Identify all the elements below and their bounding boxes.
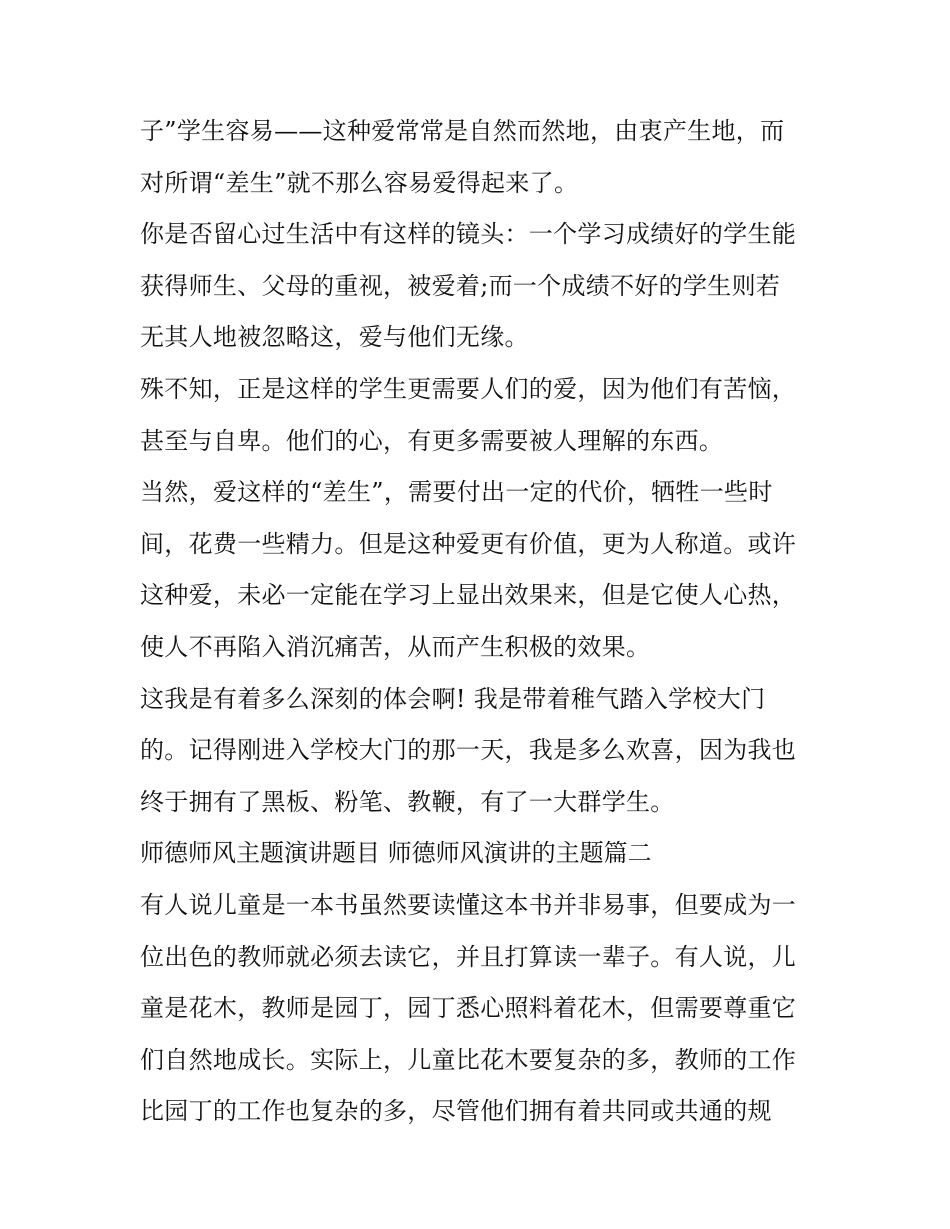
text-line: 有人说儿童是一本书虽然要读懂这本书并非易事，但要成为一 bbox=[140, 890, 797, 919]
text-line: 间，花费一些精力。但是这种爱更有价值，更为人称道。或许 bbox=[140, 529, 797, 558]
text-line: 无其人地被忽略这，爱与他们无缘。 bbox=[140, 323, 529, 352]
text-line: 童是花木，教师是园丁，园丁悉心照料着花木，但需要尊重它 bbox=[140, 994, 797, 1023]
text-line: 比园丁的工作也复杂的多，尽管他们拥有着共同或共通的规 bbox=[140, 1097, 772, 1126]
text-line: 殊不知，正是这样的学生更需要人们的爱，因为他们有苦恼， bbox=[140, 374, 797, 403]
text-line: 甚至与自卑。他们的心，有更多需要被人理解的东西。 bbox=[140, 426, 724, 455]
text-line: 终于拥有了黑板、粉笔、教鞭，有了一大群学生。 bbox=[140, 787, 675, 816]
text-line: 这种爱，未必一定能在学习上显出效果来，但是它使人心热， bbox=[140, 581, 797, 610]
text-line: 使人不再陷入消沉痛苦，从而产生积极的效果。 bbox=[140, 632, 651, 661]
text-line: 位出色的教师就必须去读它，并且打算读一辈子。有人说，儿 bbox=[140, 942, 797, 971]
document-body bbox=[140, 106, 820, 1138]
text-line: 的。记得刚进入学校大门的那一天，我是多么欢喜，因为我也 bbox=[140, 736, 797, 765]
section-heading: 师德师风主题演讲题目 师德师风演讲的主题篇二 bbox=[140, 839, 652, 868]
text-line: 这我是有着多么深刻的体会啊! 我是带着稚气踏入学校大门 bbox=[140, 684, 766, 713]
text-line: 获得师生、父母的重视，被爱着;而一个成绩不好的学生则若 bbox=[140, 271, 781, 300]
text-line: 子”学生容易——这种爱常常是自然而然地，由衷产生地，而 bbox=[140, 117, 785, 145]
text-line: 们自然地成长。实际上，儿童比花木要复杂的多，教师的工作 bbox=[140, 1045, 797, 1074]
text-line: 对所谓“差生”就不那么容易爱得起来了。 bbox=[140, 168, 579, 197]
text-line: 当然，爱这样的“差生”，需要付出一定的代价，牺牲一些时 bbox=[140, 478, 773, 507]
text-line: 你是否留心过生活中有这样的镜头：一个学习成绩好的学生能 bbox=[140, 220, 797, 249]
